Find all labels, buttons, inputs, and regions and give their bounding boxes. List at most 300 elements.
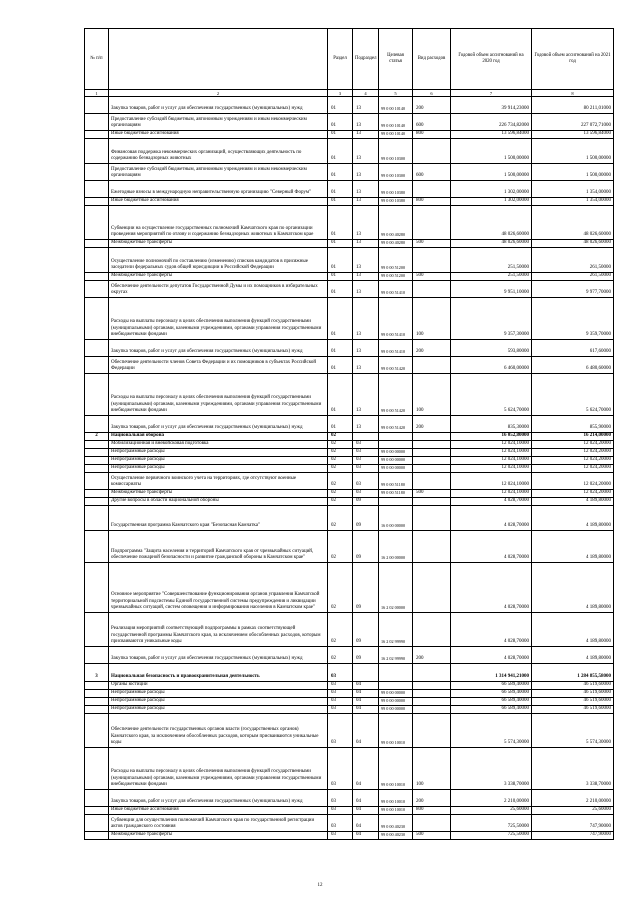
row-name: Осуществление полномочий по составлению (изменению) списков кандидатов в присяжные заседатели федеральных судов общей юрисдикции в Российской Федерации [109,248,328,273]
row-subsection [353,433,379,441]
row-name: Закупка товаров, работ и услуг для обеспечения государственных (муниципальных) нужд [109,790,328,807]
row-section: 03 [328,690,353,698]
table-row [85,298,614,340]
row-target-article: 99 0 00 10300 [379,139,413,164]
row-subsection: 13 [353,273,379,281]
row-expense-type [413,698,451,706]
header-cell: Раздел [328,29,353,90]
row-amount-2020: 4 028,70000 [451,498,532,506]
row-subsection: 09 [353,498,379,506]
row-subsection: 04 [353,790,379,807]
row-section: 03 [328,815,353,832]
row-expense-type [413,248,451,273]
table-row [85,281,614,298]
row-name: Иные бюджетные ассигнования [109,131,328,139]
row-number [85,273,109,281]
table-row [85,248,614,273]
row-subsection: 13 [353,281,379,298]
row-expense-type [413,457,451,465]
row-subsection: 13 [353,164,379,181]
row-section: 01 [328,139,353,164]
row-target-article: 99 0 00 51410 [379,298,413,340]
row-section: 03 [328,706,353,714]
row-number: 2 [85,433,109,441]
row-section: 01 [328,273,353,281]
row-subsection: 13 [353,131,379,139]
row-target-article: 16 0 00 00000 [379,506,413,531]
column-number: 7 [451,90,532,97]
row-name: Ежегодные взносы в международную неправительственную организацию "Северный Форум" [109,181,328,198]
row-name: Иные бюджетные ассигнования [109,198,328,206]
row-amount-2021: 227 072,71000 [532,114,614,131]
row-amount-2020: 3 338,70000 [451,748,532,790]
header-row [85,29,614,90]
row-name: Закупка товаров, работ и услуг для обеспечения государственных (муниципальных) нужд [109,647,328,664]
row-subsection: 04 [353,807,379,815]
row-section: 01 [328,374,353,416]
row-name: Расходы на выплаты персоналу в целях обеспечения выполнения функций государственными (муниципальными) органами, казенными учреждениями, органами управления государственными внебюджетными фондами [109,748,328,790]
row-amount-2020: 5 574,30000 [451,714,532,748]
row-section: 03 [328,714,353,748]
row-amount-2020: 725,50000 [451,832,532,840]
row-subsection: 13 [353,298,379,340]
row-number [85,706,109,714]
row-section: 02 [328,506,353,531]
row-amount-2021: 5 624,70000 [532,374,614,416]
row-subsection: 04 [353,690,379,698]
row-name: Межбюджетные трансферты [109,490,328,498]
row-section: 01 [328,240,353,248]
row-amount-2020: 251,50000 [451,248,532,273]
row-amount-2020: 12 024,10000 [451,490,532,498]
row-amount-2020: 1 302,00000 [451,198,532,206]
row-target-article: 99 0 00 10010 [379,748,413,790]
row-name: Обеспечение деятельности членов Совета Федерации и их помощников в субъектах Российской Федерации [109,357,328,374]
row-amount-2020: 4 028,70000 [451,647,532,664]
row-subsection: 13 [353,248,379,273]
row-target-article: 99 0 00 51200 [379,248,413,273]
row-expense-type [413,690,451,698]
row-number [85,465,109,473]
row-number [85,198,109,206]
row-expense-type: 200 [413,416,451,433]
row-target-article: 99 0 00 51420 [379,374,413,416]
row-section: 01 [328,298,353,340]
row-subsection: 13 [353,340,379,357]
table-row [85,613,614,647]
row-amount-2021: 80 211,01000 [532,97,614,114]
table-row [85,506,614,531]
table-row [85,490,614,498]
row-section: 02 [328,449,353,457]
row-amount-2020: 251,50000 [451,273,532,281]
table-row [85,357,614,374]
row-section: 03 [328,790,353,807]
row-expense-type [413,498,451,506]
row-target-article: 99 0 00 51410 [379,281,413,298]
row-name: Обеспечение деятельности депутатов Государственной Думы и их помощников в избирательных округах [109,281,328,298]
row-name: Органы юстиции [109,682,328,690]
row-subsection: 03 [353,490,379,498]
row-section: 01 [328,181,353,198]
row-amount-2020: 66 589,40000 [451,706,532,714]
row-section: 01 [328,164,353,181]
row-target-article: 99 0 00 40230 [379,815,413,832]
row-expense-type: 800 [413,807,451,815]
row-section: 02 [328,433,353,441]
row-amount-2021: 16 214,00000 [532,433,614,441]
table-row [85,206,614,240]
row-subsection: 13 [353,357,379,374]
row-amount-2020: 48 026,60000 [451,206,532,240]
row-target-article: 99 0 00 00000 [379,690,413,698]
row-expense-type: 200 [413,790,451,807]
table-row [85,374,614,416]
column-number-row [85,90,614,97]
row-amount-2021: 46 519,60000 [532,706,614,714]
row-subsection: 03 [353,457,379,465]
row-name: Осуществление первичного воинского учета на территориях, где отсутствуют военные комиссариаты [109,473,328,490]
row-expense-type [413,613,451,647]
row-number: 3 [85,664,109,682]
row-target-article: 99 0 00 10380 [379,198,413,206]
row-expense-type: 200 [413,340,451,357]
row-number [85,531,109,563]
row-amount-2020: 1 314 941,21000 [451,664,532,682]
row-amount-2021: 261,50000 [532,273,614,281]
table-row [85,473,614,490]
row-name: Непрограммные расходы [109,706,328,714]
row-section: 02 [328,498,353,506]
row-number [85,248,109,273]
table-row [85,198,614,206]
row-subsection: 04 [353,748,379,790]
row-amount-2020: 16 052,80000 [451,433,532,441]
row-name: Другие вопросы в области национальной обороны [109,498,328,506]
row-amount-2021: 1 500,00000 [532,164,614,181]
row-amount-2021: 12 024,20000 [532,473,614,490]
row-expense-type: 800 [413,131,451,139]
row-section: 03 [328,698,353,706]
row-target-article: 16 2 02 99990 [379,613,413,647]
row-name: Финансовая поддержка некоммерческих организаций, осуществляющих деятельность по содержанию безнадзорных животных [109,139,328,164]
row-expense-type [413,465,451,473]
row-name: Непрограммные расходы [109,449,328,457]
table-row [85,181,614,198]
header-cell: Годовой объем ассигнований на 2021 год [532,29,614,90]
row-number [85,131,109,139]
row-target-article: 99 0 00 40280 [379,240,413,248]
row-target-article: 99 0 00 10010 [379,807,413,815]
row-expense-type: 500 [413,273,451,281]
page-number: 12 [317,883,323,888]
row-amount-2021: 617,60000 [532,340,614,357]
table-row [85,748,614,790]
row-target-article: 99 0 00 10010 [379,790,413,807]
row-expense-type [413,815,451,832]
row-number [85,357,109,374]
row-number [85,139,109,164]
row-target-article: 16 2 02 00000 [379,563,413,613]
row-amount-2021: 12 024,20000 [532,457,614,465]
row-amount-2020: 12 024,10000 [451,465,532,473]
row-target-article [379,441,413,449]
row-target-article: 99 0 00 51420 [379,357,413,374]
row-amount-2020: 12 024,10000 [451,457,532,465]
row-name: Непрограммные расходы [109,690,328,698]
row-subsection: 09 [353,563,379,613]
row-target-article: 99 0 00 10140 [379,131,413,139]
header-cell: Годовой объем ассигнований на 2020 год [451,29,532,90]
row-target-article [379,664,413,682]
row-amount-2021: 48 026,60000 [532,206,614,240]
row-amount-2021: 4 189,80000 [532,531,614,563]
table-row [85,457,614,465]
row-name: Закупка товаров, работ и услуг для обеспечения государственных (муниципальных) нужд [109,97,328,114]
row-amount-2020: 13 596,84000 [451,131,532,139]
row-name: Государственная программа Камчатского края "Безопасная Камчатка" [109,506,328,531]
row-target-article: 99 0 00 51180 [379,473,413,490]
row-amount-2021: 4 189,80000 [532,506,614,531]
row-name: Субвенции на осуществление государственных полномочий Камчатского края по организации проведения мероприятий по отлову и содержанию безнадзорных животных в Камчатском крае [109,206,328,240]
row-name: Субвенции для осуществления полномочий Камчатского края по государственной регистрации актов гражданского состояния [109,815,328,832]
row-amount-2020: 66 589,40000 [451,682,532,690]
row-amount-2021: 747,90000 [532,832,614,840]
row-number [85,832,109,840]
row-expense-type [413,531,451,563]
row-number [85,340,109,357]
row-section: 02 [328,531,353,563]
row-amount-2021: 46 519,60000 [532,698,614,706]
row-amount-2021: 4 189,80000 [532,613,614,647]
row-amount-2020: 4 028,70000 [451,531,532,563]
row-target-article: 99 0 00 00000 [379,465,413,473]
row-subsection: 04 [353,698,379,706]
row-expense-type [413,714,451,748]
row-name: Межбюджетные трансферты [109,832,328,840]
table-row [85,416,614,433]
row-amount-2021: 1 284 855,58000 [532,664,614,682]
row-expense-type: 100 [413,298,451,340]
budget-table [84,28,614,840]
row-name: Иные бюджетные ассигнования [109,807,328,815]
row-subsection: 03 [353,465,379,473]
row-amount-2021: 46 519,60000 [532,690,614,698]
row-amount-2021: 2 210,00000 [532,790,614,807]
row-subsection: 13 [353,206,379,240]
row-name: Подпрограмма "Защита населения и территорий Камчатского края от чрезвычайных ситуаций, обеспечение пожарной безопасности и развитие гражданской обороны в Камчатском крае" [109,531,328,563]
row-number [85,714,109,748]
row-amount-2020: 6 460,00000 [451,357,532,374]
row-amount-2021: 4 189,80000 [532,563,614,613]
row-section: 02 [328,563,353,613]
row-expense-type: 500 [413,490,451,498]
column-number: 6 [413,90,451,97]
row-amount-2020: 593,80000 [451,340,532,357]
row-number [85,473,109,490]
row-subsection: 09 [353,531,379,563]
row-target-article: 99 0 00 51180 [379,490,413,498]
row-amount-2021: 5 574,30000 [532,714,614,748]
budget-table-body [85,97,614,840]
row-amount-2021: 12 024,20000 [532,490,614,498]
row-subsection: 04 [353,815,379,832]
row-section: 02 [328,473,353,490]
row-section: 01 [328,206,353,240]
row-amount-2021: 6 480,60000 [532,357,614,374]
row-section: 02 [328,457,353,465]
row-amount-2021: 9 977,70000 [532,281,614,298]
row-number [85,97,109,114]
row-amount-2021: 12 024,20000 [532,449,614,457]
row-number [85,114,109,131]
row-number [85,164,109,181]
row-subsection: 09 [353,506,379,531]
row-target-article: 99 0 00 10300 [379,164,413,181]
row-section: 01 [328,198,353,206]
row-number [85,613,109,647]
header-cell: Вид расходов [413,29,451,90]
row-name: Национальная безопасность и правоохранительная деятельность [109,664,328,682]
row-subsection: 09 [353,613,379,647]
row-expense-type: 500 [413,240,451,248]
column-number: 2 [109,90,328,97]
row-number [85,206,109,240]
row-amount-2021: 1 354,00000 [532,198,614,206]
row-number [85,298,109,340]
row-name: Непрограммные расходы [109,465,328,473]
budget-table-page [84,28,613,840]
row-section: 01 [328,340,353,357]
row-subsection: 13 [353,374,379,416]
table-row [85,97,614,114]
row-expense-type: 100 [413,374,451,416]
column-number: 3 [328,90,353,97]
row-amount-2020: 2 210,00000 [451,790,532,807]
row-number [85,449,109,457]
row-target-article: 99 0 00 00000 [379,457,413,465]
row-amount-2020: 4 028,70000 [451,613,532,647]
row-section: 02 [328,465,353,473]
table-row [85,698,614,706]
row-section: 03 [328,664,353,682]
row-expense-type: 200 [413,647,451,664]
row-target-article: 99 0 00 00000 [379,698,413,706]
row-expense-type [413,664,451,682]
row-target-article: 99 0 00 40230 [379,832,413,840]
row-expense-type [413,206,451,240]
row-subsection: 13 [353,181,379,198]
row-target-article: 16 2 00 00000 [379,531,413,563]
row-section: 01 [328,114,353,131]
row-amount-2020: 835,30000 [451,416,532,433]
row-subsection: 13 [353,416,379,433]
row-name: Реализация мероприятий соответствующей подпрограммы в рамках соответствующей государственной программы Камчатского края, за исключением обособленных расходов, которым присваиваются уникальные коды [109,613,328,647]
row-expense-type [413,563,451,613]
row-name: Обеспечение деятельности государственных органов власти (государственных органов) Камчатского края, за исключением обособленных расходов, которым присваиваются уникальные коды [109,714,328,748]
column-number: 8 [532,90,614,97]
row-subsection: 03 [353,473,379,490]
row-amount-2020: 12 024,10000 [451,449,532,457]
table-row [85,131,614,139]
row-subsection: 09 [353,647,379,664]
row-target-article: 99 0 00 51420 [379,416,413,433]
table-row [85,832,614,840]
row-number [85,281,109,298]
row-expense-type [413,506,451,531]
row-subsection: 13 [353,139,379,164]
row-amount-2021: 9 359,70000 [532,298,614,340]
row-section: 02 [328,490,353,498]
row-amount-2020: 1 302,00000 [451,181,532,198]
row-amount-2020: 4 028,70000 [451,563,532,613]
row-section: 01 [328,416,353,433]
row-target-article [379,498,413,506]
row-amount-2021: 4 189,80000 [532,647,614,664]
table-row [85,164,614,181]
row-subsection: 13 [353,240,379,248]
column-number: 5 [379,90,413,97]
table-row [85,465,614,473]
row-expense-type [413,682,451,690]
row-section: 03 [328,682,353,690]
table-row [85,682,614,690]
table-row [85,273,614,281]
row-amount-2021: 25,60000 [532,807,614,815]
row-amount-2020: 725,50000 [451,815,532,832]
row-amount-2021: 48 026,60000 [532,240,614,248]
column-number: 1 [85,90,109,97]
row-expense-type [413,357,451,374]
table-row [85,706,614,714]
row-expense-type: 600 [413,164,451,181]
row-section: 01 [328,131,353,139]
table-row [85,139,614,164]
row-number [85,506,109,531]
row-target-article: 99 0 00 51200 [379,273,413,281]
row-subsection: 03 [353,449,379,457]
row-amount-2021: 261,50000 [532,248,614,273]
row-amount-2020: 1 500,00000 [451,164,532,181]
row-name: Основное мероприятие "Совершенствование функционирования органов управления Камчатской территориальной подсистемы Единой государственной системы предупреждения и ликвидации чрезвычайных ситуаций, систем оповещения и информирования населения в Камчатском крае" [109,563,328,613]
row-name: Непрограммные расходы [109,457,328,465]
row-section: 01 [328,97,353,114]
row-name: Расходы на выплаты персоналу в целях обеспечения выполнения функций государственными (муниципальными) органами, казенными учреждениями, органами управления государственными внебюджетными фондами [109,298,328,340]
row-target-article: 99 0 00 10010 [379,714,413,748]
row-amount-2021: 747,90000 [532,815,614,832]
row-expense-type [413,473,451,490]
row-amount-2021: 1 354,00000 [532,181,614,198]
row-target-article [379,433,413,441]
row-number [85,563,109,613]
table-row [85,531,614,563]
row-amount-2020: 9 951,10000 [451,281,532,298]
row-name: Национальная оборона [109,433,328,441]
table-row [85,690,614,698]
row-section: 01 [328,357,353,374]
row-amount-2020: 39 914,23000 [451,97,532,114]
row-amount-2020: 25,60000 [451,807,532,815]
row-number [85,698,109,706]
row-number [85,498,109,506]
row-number [85,457,109,465]
row-target-article: 99 0 00 10140 [379,114,413,131]
table-row [85,563,614,613]
row-section: 03 [328,748,353,790]
row-amount-2020: 12 024,10000 [451,441,532,449]
row-amount-2021: 13 596,84000 [532,131,614,139]
row-name: Межбюджетные трансферты [109,273,328,281]
